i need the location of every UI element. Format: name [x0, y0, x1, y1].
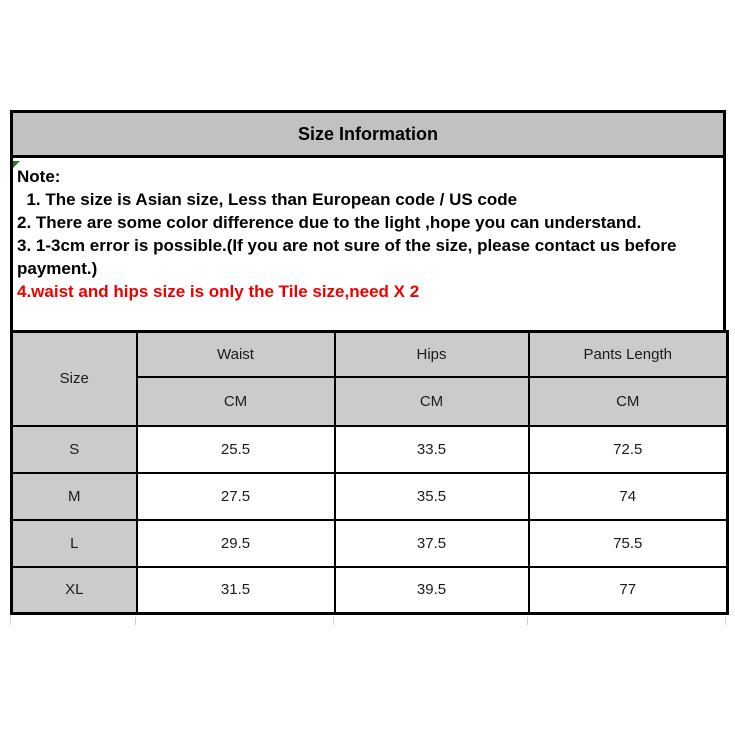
gridline-stub [527, 617, 528, 625]
measurement-cell-pants-length: 74 [529, 473, 728, 520]
gridline-stub [725, 617, 726, 625]
measurement-cell-hips: 35.5 [335, 473, 529, 520]
size-label-cell: L [12, 520, 137, 567]
measurement-cell-pants-length: 75.5 [529, 520, 728, 567]
size-table-corner-header: Size [12, 332, 137, 426]
measurement-cell-pants-length: 77 [529, 567, 728, 614]
gridline-stub [333, 617, 334, 625]
note-line-3: 3. 1-3cm error is possible.(If you are not sure of the size, please contact us before payment.) [17, 236, 682, 278]
table-row [12, 520, 728, 567]
gridline-stub [10, 617, 11, 625]
size-information-title: Size Information [297, 123, 438, 144]
note-heading: Note: [17, 167, 61, 186]
measurement-cell-hips: 33.5 [335, 426, 529, 473]
measurement-cell-waist: 29.5 [137, 520, 335, 567]
unit-cell-waist: CM [137, 377, 335, 426]
note-section [10, 158, 726, 330]
measurement-cell-hips: 39.5 [335, 567, 529, 614]
size-label-cell: XL [12, 567, 137, 614]
table-row [12, 426, 728, 473]
note-line-warning: 4.waist and hips size is only the Tile size,need X 2 [17, 282, 420, 301]
column-header-waist: Waist [137, 332, 335, 377]
measurement-cell-hips: 37.5 [335, 520, 529, 567]
table-header-row-measures [12, 332, 728, 377]
column-header-pants-length: Pants Length [529, 332, 728, 377]
measurement-cell-waist: 27.5 [137, 473, 335, 520]
size-information-header [10, 110, 726, 158]
note-line-1: 1. The size is Asian size, Less than European code / US code [17, 190, 518, 209]
measurement-cell-waist: 31.5 [137, 567, 335, 614]
cell-comment-marker-icon [13, 161, 20, 168]
measurement-cell-waist: 25.5 [137, 426, 335, 473]
table-row [12, 473, 728, 520]
table-row [12, 567, 728, 614]
measurement-cell-pants-length: 72.5 [529, 426, 728, 473]
size-table [10, 330, 729, 615]
unit-cell-hips: CM [335, 377, 529, 426]
unit-cell-pants-length: CM [529, 377, 728, 426]
note-line-2: 2. There are some color difference due to the light ,hope you can understand. [17, 213, 642, 232]
gridline-stub [135, 617, 136, 625]
size-label-cell: M [12, 473, 137, 520]
size-label-cell: S [12, 426, 137, 473]
column-header-hips: Hips [335, 332, 529, 377]
